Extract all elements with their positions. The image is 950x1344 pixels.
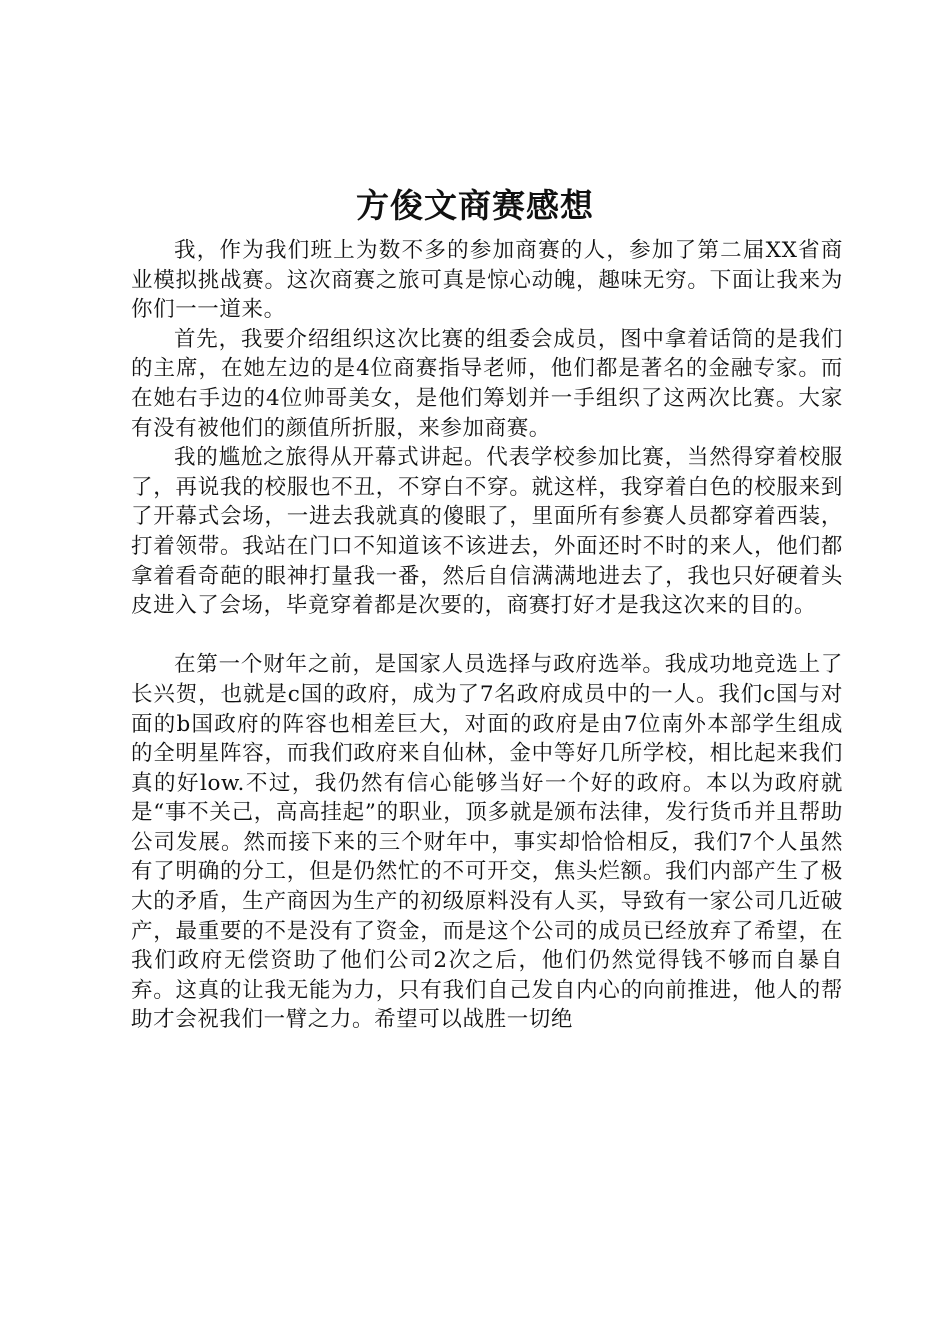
- paragraph-government: 在第一个财年之前，是国家人员选择与政府选举。我成功地竞选上了长兴贺，也就是c国的政府，成为了7名政府成员中的一人。我们c国与对面的b国政府的阵容也相差巨大，对面的政府是由7位南外本部学生组成的全明星阵容，而我们政府来自仙林，金中等好几所学校，相比起来我们真的好low.不过，我仍然有信心能够当好一个好的政府。本以为政府就是“事不关己，高高挂起”的职业，顶多就是颁布法律，发行货币并且帮助公司发展。然而接下来的三个财年中，事实却恰恰相反，我们7个人虽然有了明确的分工，但是仍然忙的不可开交，焦头烂额。我们内部产生了极大的矛盾，生产商因为生产的初级原料没有人买，导致有一家公司几近破产，最重要的不是没有了资金，而是这个公司的成员已经放弃了希望，在我们政府无偿资助了他们公司2次之后，他们仍然觉得钱不够而自暴自弃。这真的让我无能为力，只有我们自己发自内心的向前推进，他人的帮助才会祝我们一臂之力。希望可以战胜一切绝: [131, 652, 843, 1033]
- paragraph-intro: 我，作为我们班上为数不多的参加商赛的人，参加了第二届XX省商业模拟挑战赛。这次商赛之旅可真是惊心动魄，趣味无穷。下面让我来为你们一一道来。: [131, 238, 843, 323]
- paragraph-spacer: [131, 621, 843, 651]
- paragraph-committee: 首先，我要介绍组织这次比赛的组委会成员，图中拿着话筒的是我们的主席，在她左边的是4位商赛指导老师，他们都是著名的金融专家。而在她右手边的4位帅哥美女，是他们筹划并一手组织了这两次比赛。大家有没有被他们的颜值所折服，来参加商赛。: [131, 326, 843, 441]
- document-title: 方俊文商赛感想: [356, 186, 594, 225]
- document-body: [131, 236, 843, 1035]
- paragraph-opening-ceremony: 我的尴尬之旅得从开幕式讲起。代表学校参加比赛，当然得穿着校服了，再说我的校服也不丑，不穿白不穿。就这样，我穿着白色的校服来到了开幕式会场，一进去我就真的傻眼了，里面所有参赛人员都穿着西装，打着领带。我站在门口不知道该不该进去，外面还时不时的来人，他们都拿着看奇葩的眼神打量我一番，然后自信满满地进去了，我也只好硬着头皮进入了会场，毕竟穿着都是次要的，商赛打好才是我这次来的目的。: [131, 445, 843, 619]
